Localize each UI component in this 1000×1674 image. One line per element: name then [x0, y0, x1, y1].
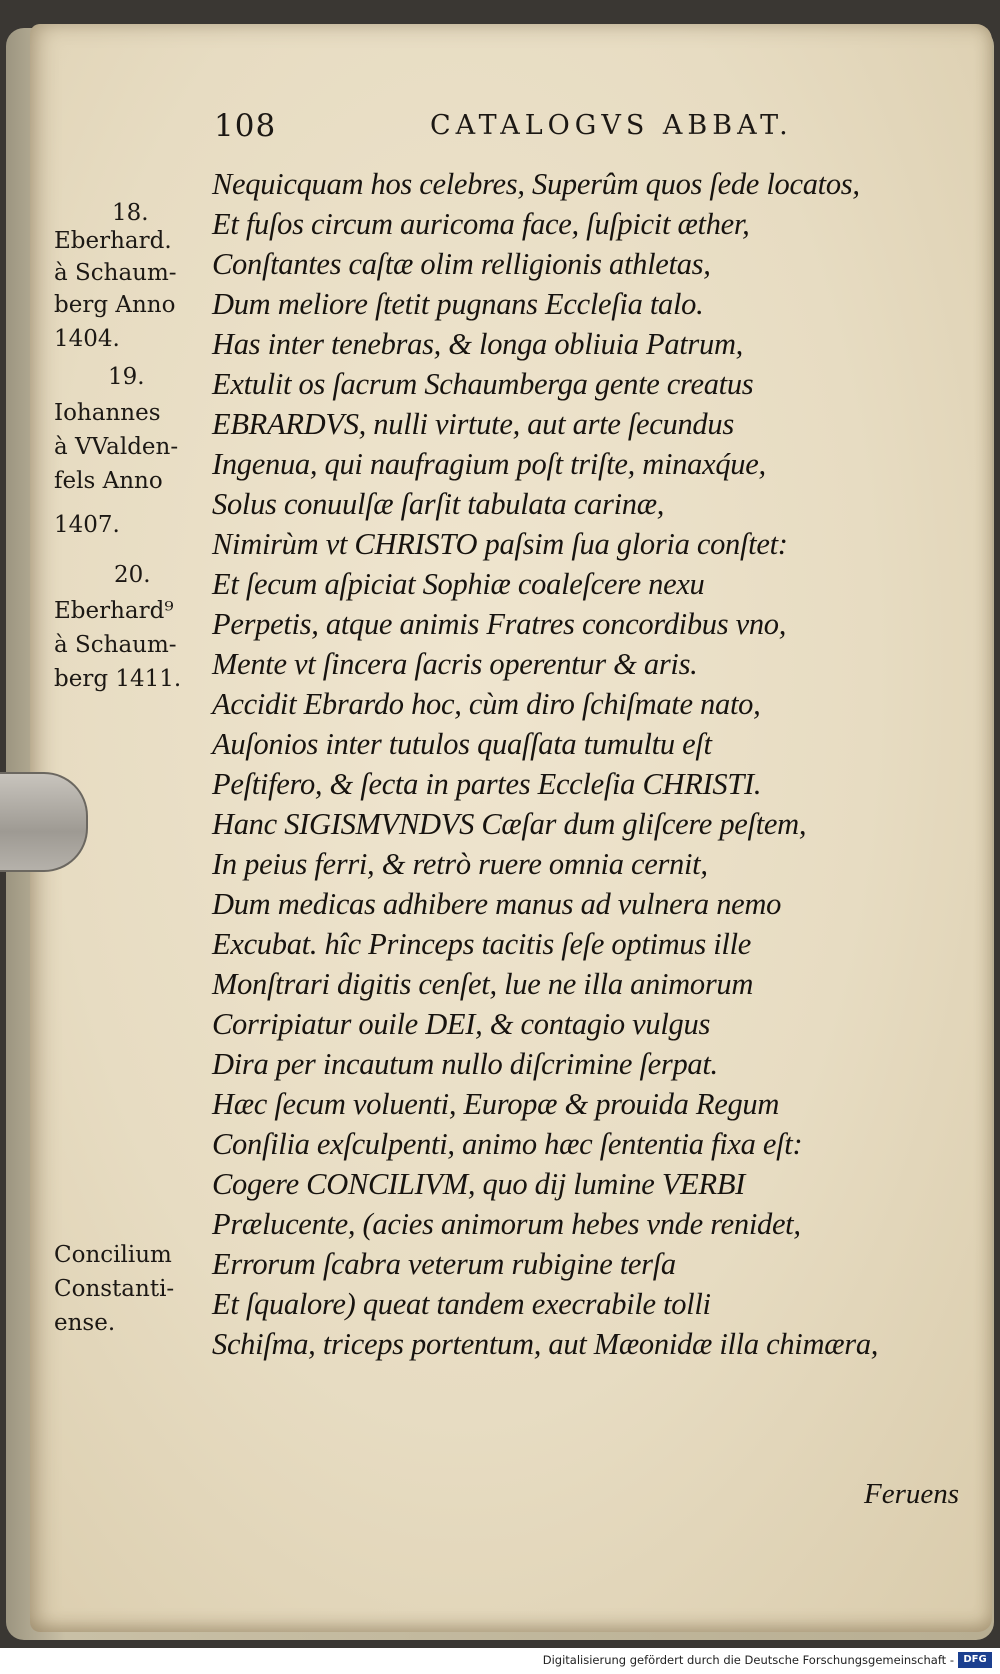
verse-line: Peſtifero, & ſecta in partes Eccleſia CHRISTI.: [212, 767, 762, 801]
verse-line: Corripiatur ouile DEI, & contagio vulgus: [212, 1007, 711, 1041]
margin-note: 1407.: [54, 512, 120, 538]
verse-line: Conſtantes caſtæ olim relligionis athletas,: [212, 247, 711, 281]
page-header: [210, 108, 840, 148]
verse-line: Dira per incautum nullo diſcrimine ſerpat.: [212, 1047, 718, 1081]
margin-note: 1404.: [54, 326, 120, 352]
running-title: CATALOGVS ABBAT.: [430, 110, 793, 141]
catchword: Feruens: [864, 1478, 960, 1510]
digitization-footer: [0, 1648, 1000, 1674]
margin-note: Constanti-: [54, 1276, 175, 1302]
funding-credit: Digitalisierung gefördert durch die Deutsche Forschungsgemeinschaft -: [542, 1653, 954, 1667]
verse-line: Dum meliore ſtetit pugnans Eccleſia talo.: [212, 287, 704, 321]
margin-note: ense.: [54, 1310, 116, 1336]
verse-line: Auſonios inter tutulos quaſſata tumultu eſt: [212, 727, 712, 761]
verse-line: Et fuſos circum auricoma face, ſuſpicit æther,: [212, 207, 750, 241]
verse-line: Hanc SIGISMVNDVS Cæſar dum gliſcere peſtem,: [212, 807, 807, 841]
margin-note: 18.: [112, 200, 149, 226]
margin-note: à Schaum-: [54, 260, 177, 286]
verse-line: EBRARDVS, nulli virtute, aut arte ſecundus: [212, 407, 734, 441]
margin-note: berg 1411.: [54, 666, 182, 692]
verse-line: Mente vt ſincera ſacris operentur & aris.: [212, 647, 698, 681]
margin-note: 20.: [114, 562, 151, 588]
verse-line: Ingenua, qui naufragium poſt triſte, minaxq́ue,: [212, 447, 766, 481]
book-clasp: [0, 772, 88, 872]
page-number: 108: [214, 108, 277, 144]
verse-line: Accidit Ebrardo hoc, cùm diro ſchiſmate nato,: [212, 687, 761, 721]
verse-line: Errorum ſcabra veterum rubigine terſa: [212, 1247, 676, 1281]
verse-line: Nequicquam hos celebres, Superûm quos ſede locatos,: [212, 167, 860, 201]
verse-line: Nimirùm vt CHRISTO paſsim ſua gloria conſtet:: [212, 527, 788, 561]
verse-line: Extulit os ſacrum Schaumberga gente creatus: [212, 367, 754, 401]
verse-line: Perpetis, atque animis Fratres concordibus vno,: [212, 607, 787, 641]
margin-note: Concilium: [54, 1242, 172, 1268]
verse-line: In peius ferri, & retrò ruere omnia cernit,: [212, 847, 708, 881]
verse-line: Cogere CONCILIVM, quo dij lumine VERBI: [212, 1167, 746, 1201]
margin-note: fels Anno: [54, 468, 163, 494]
verse-line: Prælucente, (acies animorum hebes vnde renidet,: [212, 1207, 801, 1241]
verse-line: Et ſecum aſpiciat Sophiæ coaleſcere nexu: [212, 567, 705, 601]
verse-line: Excubat. hîc Princeps tacitis ſeſe optimus ille: [212, 927, 752, 961]
verse-line: Has inter tenebras, & longa obliuia Patrum,: [212, 327, 744, 361]
margin-note: Iohannes: [54, 400, 161, 426]
verse-line: Hæc ſecum voluenti, Europæ & prouida Regum: [212, 1087, 780, 1121]
verse-line: Schiſma, triceps portentum, aut Mæonidæ illa chimæra,: [212, 1327, 879, 1361]
dfg-logo-icon: DFG: [958, 1652, 992, 1668]
verse-line: Monſtrari digitis cenſet, lue ne illa animorum: [212, 967, 754, 1001]
margin-note: Eberhard⁹: [54, 598, 174, 624]
margin-note: berg Anno: [54, 292, 176, 318]
verse-line: Dum medicas adhibere manus ad vulnera nemo: [212, 887, 782, 921]
margin-note: à VValden-: [54, 434, 179, 460]
verse-line: Et ſqualore) queat tandem execrabile tolli: [212, 1287, 711, 1321]
margin-note: 19.: [108, 364, 145, 390]
verse-line: Conſilia exſculpenti, animo hæc ſententia fixa eſt:: [212, 1127, 803, 1161]
margin-note: Eberhard.: [54, 228, 172, 254]
margin-note: à Schaum-: [54, 632, 177, 658]
verse-line: Solus conuulſæ ſarſit tabulata carinæ,: [212, 487, 665, 521]
